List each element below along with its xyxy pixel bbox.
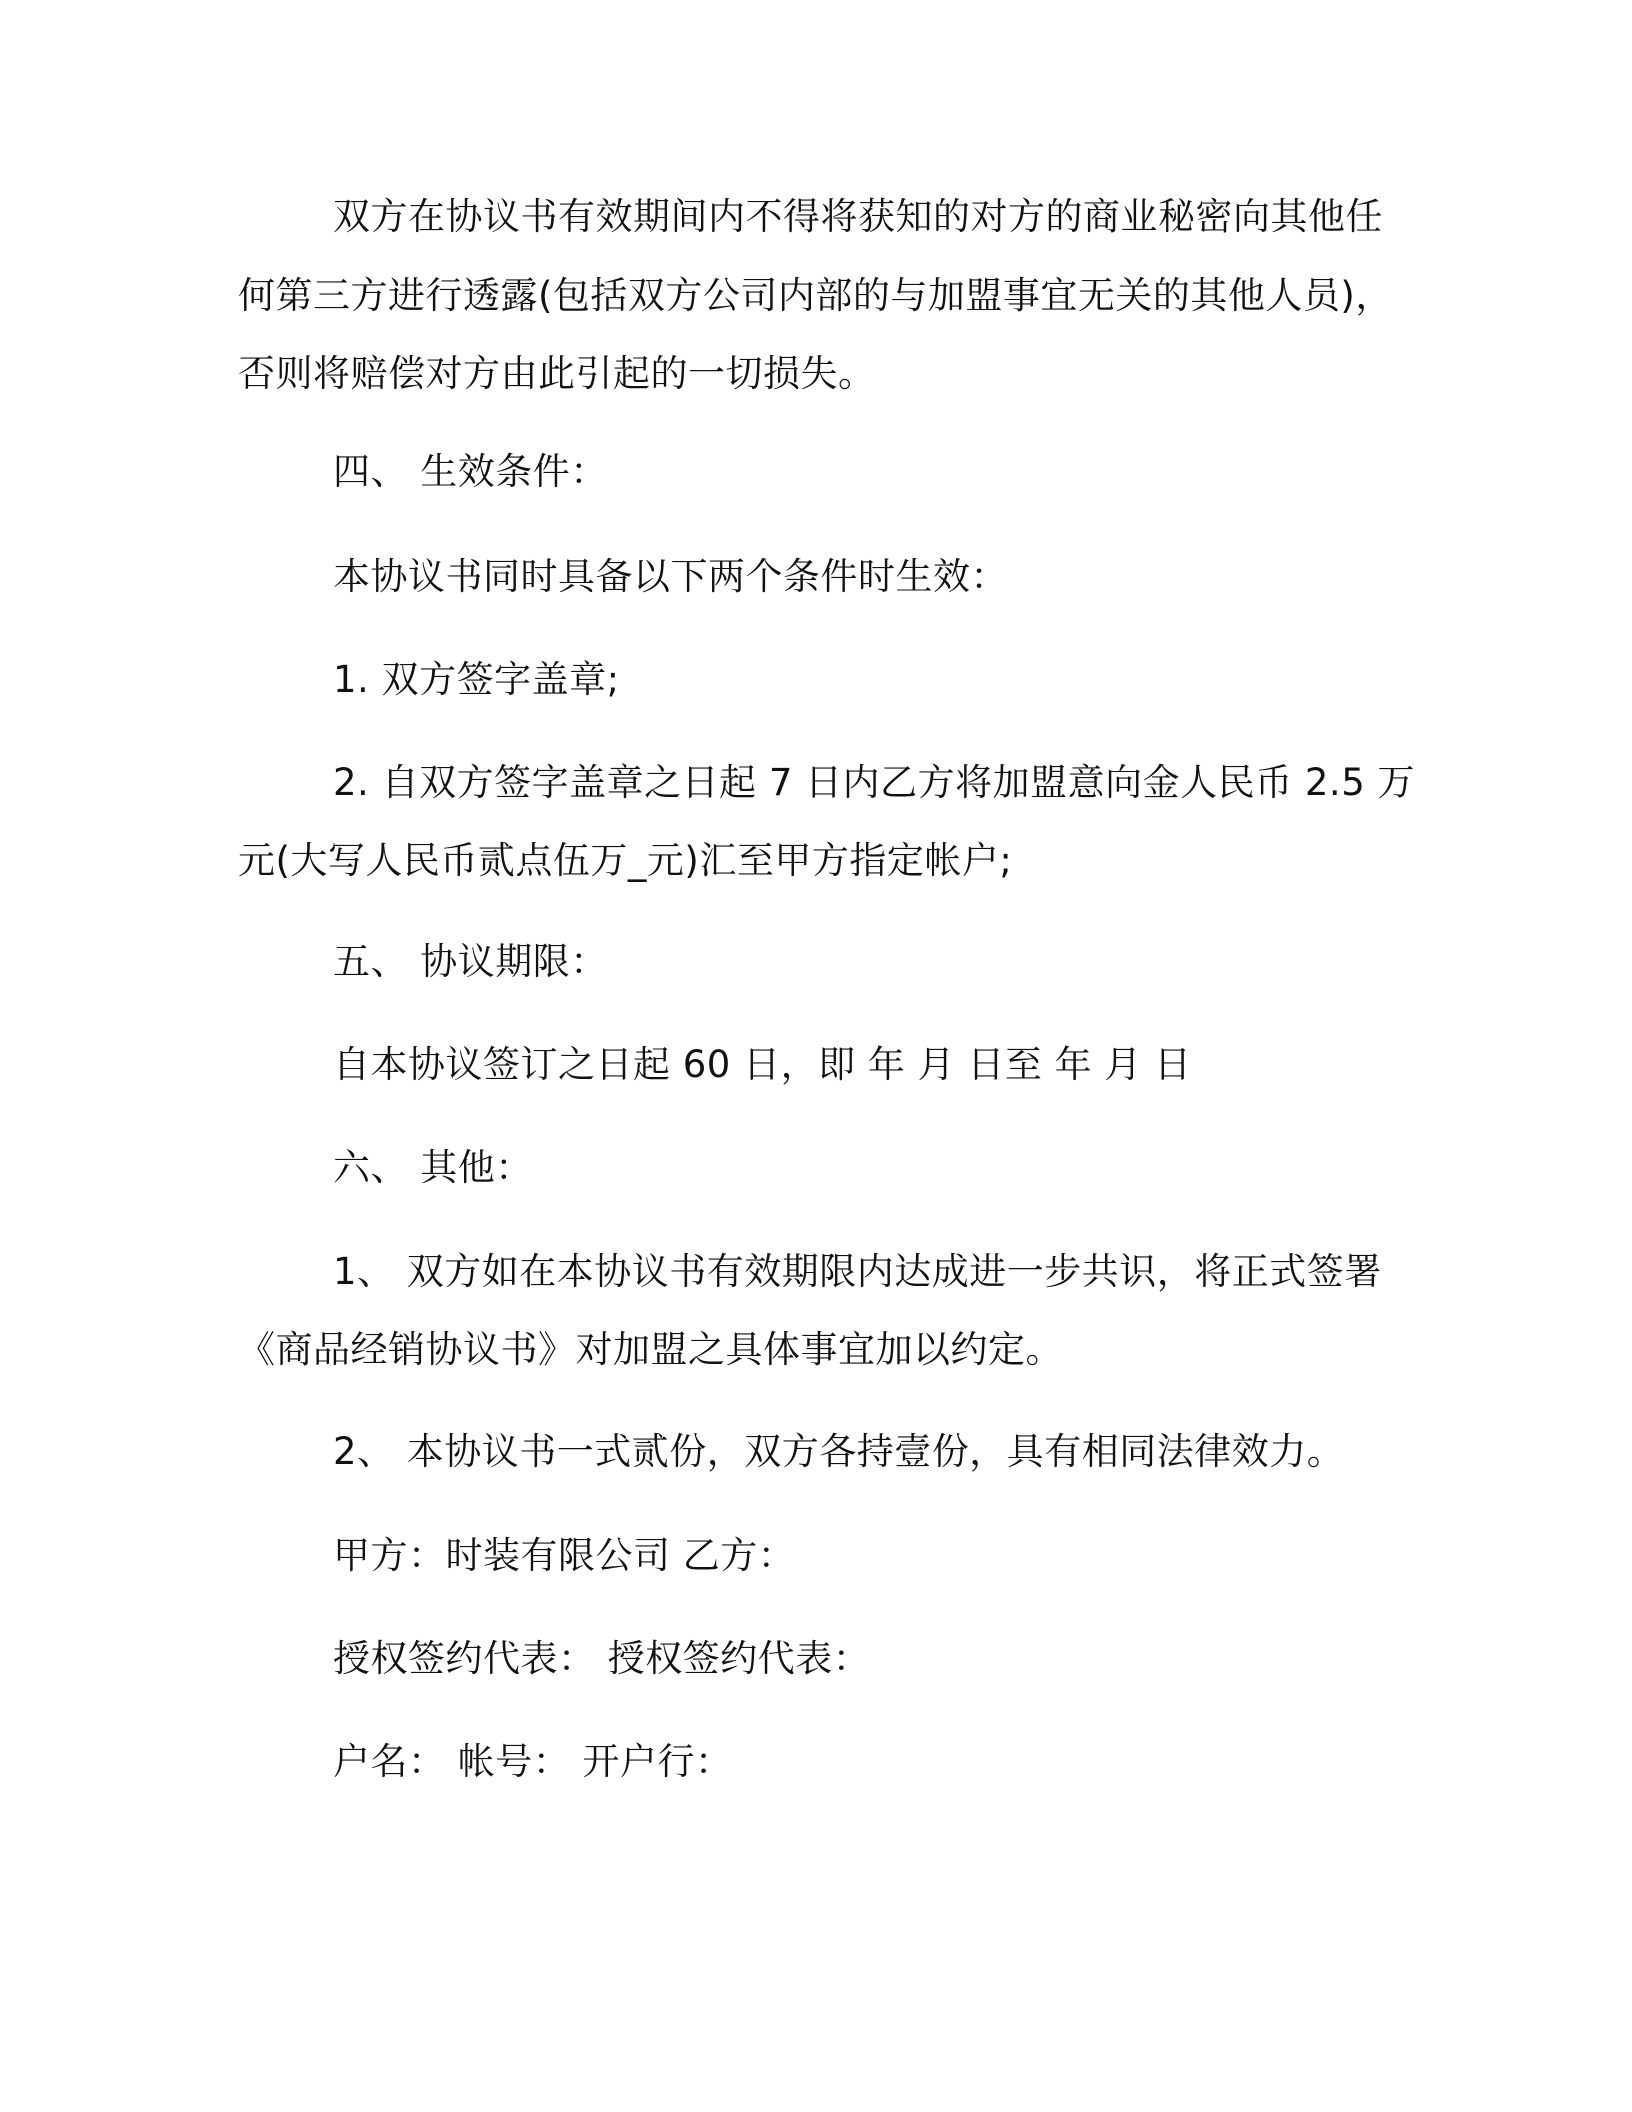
condition-item-2-line-1: 2. 自双方签字盖章之日起 7 日内乙方将加盟意向金人民币 2.5 万 [333, 761, 1415, 804]
section-heading-effective-conditions: 四、 生效条件： [333, 450, 608, 493]
section-heading-other: 六、 其他： [333, 1146, 533, 1189]
bank-account-info: 户名： 帐号： 开户行： [333, 1740, 733, 1783]
paragraph-confidentiality-line-2: 何第三方进行透露(包括双方公司内部的与加盟事宜无关的其他人员)， [238, 274, 1393, 317]
other-item-1-line-1: 1、 双方如在本协议书有效期限内达成进一步共识，将正式签署 [333, 1250, 1382, 1293]
paragraph-effective-intro: 本协议书同时具备以下两个条件时生效： [333, 555, 1008, 598]
paragraph-confidentiality-line-1: 双方在协议书有效期间内不得将获知的对方的商业秘密向其他任 [333, 195, 1383, 238]
signature-representatives: 授权签约代表： 授权签约代表： [333, 1637, 871, 1680]
condition-item-1: 1. 双方签字盖章; [333, 658, 620, 701]
other-item-2: 2、 本协议书一式贰份，双方各持壹份，具有相同法律效力。 [333, 1430, 1345, 1473]
paragraph-agreement-term: 自本协议签订之日起 60 日，即 年 月 日至 年 月 日 [333, 1043, 1192, 1086]
paragraph-confidentiality-line-3: 否则将赔偿对方由此引起的一切损失。 [238, 352, 876, 395]
condition-item-2-line-2: 元(大写人民币贰点伍万_元)汇至甲方指定帐户; [238, 839, 1013, 882]
signature-parties: 甲方：时装有限公司 乙方： [333, 1534, 796, 1577]
other-item-1-line-2: 《商品经销协议书》对加盟之具体事宜加以约定。 [238, 1328, 1063, 1371]
section-heading-agreement-term: 五、 协议期限： [333, 940, 608, 983]
